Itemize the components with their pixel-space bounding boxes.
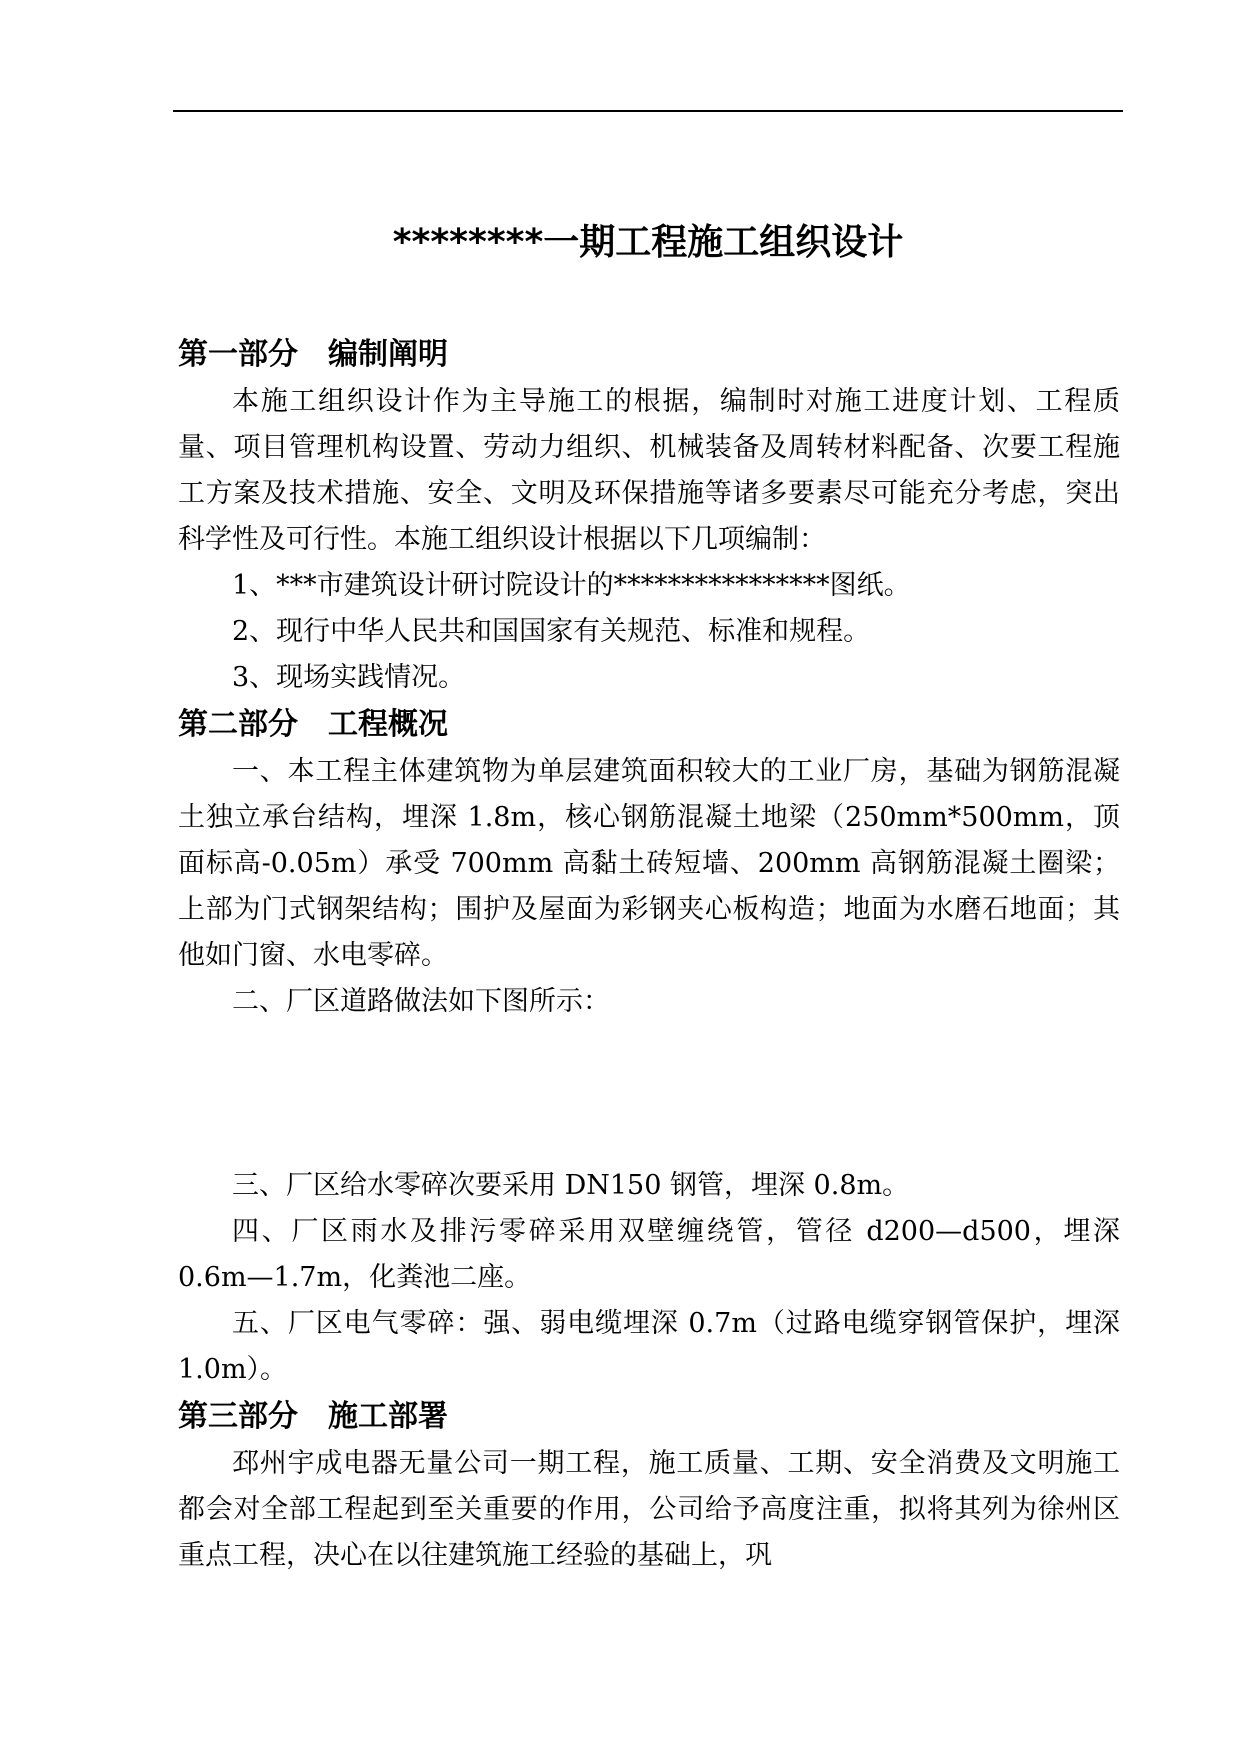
document-title: ********一期工程施工组织设计 <box>392 222 904 263</box>
figure-placeholder <box>178 1025 1120 1163</box>
section-2-paragraph-3: 三、厂区给水零碎次要采用 DN150 钢管，埋深 0.8m。 <box>232 1170 910 1201</box>
document-body <box>178 331 1120 1579</box>
section-2-paragraph-2: 二、厂区道路做法如下图所示： <box>232 986 610 1017</box>
section-heading-1: 第一部分 编制阐明 <box>178 337 448 372</box>
section-1-item-2: 2、现行中华人民共和国国家有关规范、标准和规程。 <box>232 616 871 647</box>
section-3-paragraph-1: 邳州宇成电器无量公司一期工程，施工质量、工期、安全消费及文明施工都会对全部工程起到至关重要的作用，公司给予高度注重，拟将其列为徐州区重点工程，决心在以往建筑施工经验的基础上，巩 <box>178 1448 1120 1571</box>
section-heading-3: 第三部分 施工部署 <box>178 1399 448 1434</box>
section-1-intro: 本施工组织设计作为主导施工的根据，编制时对施工进度计划、工程质量、项目管理机构设置、劳动力组织、机械装备及周转材料配备、次要工程施工方案及技术措施、安全、文明及环保措施等诸多要素尽可能充分考虑，突出科学性及可行性。本施工组织设计根据以下几项编制： <box>178 386 1120 555</box>
header-rule <box>173 110 1123 112</box>
section-2-paragraph-1: 一、本工程主体建筑物为单层建筑面积较大的工业厂房，基础为钢筋混凝土独立承台结构，埋深 1.8m，核心钢筋混凝土地梁（250mm*500mm，顶面标高-0.05m）承受 700mm 高黏土砖短墙、200mm 高钢筋混凝土圈梁；上部为门式钢架结构；围护及屋面为彩钢夹心板构造；地面为水磨石地面；其他如门窗、水电零碎。 <box>178 756 1120 971</box>
section-2-paragraph-5: 五、厂区电气零碎：强、弱电缆埋深 0.7m（过路电缆穿钢管保护，埋深 1.0m）。 <box>178 1308 1120 1385</box>
section-2-paragraph-4: 四、厂区雨水及排污零碎采用双壁缠绕管，管径 d200—d500，埋深 0.6m—1.7m，化粪池二座。 <box>178 1216 1120 1293</box>
section-1-item-3: 3、现场实践情况。 <box>232 662 466 693</box>
section-1-item-1: 1、***市建筑设计研讨院设计的****************图纸。 <box>232 570 911 601</box>
section-heading-2: 第二部分 工程概况 <box>178 707 448 742</box>
